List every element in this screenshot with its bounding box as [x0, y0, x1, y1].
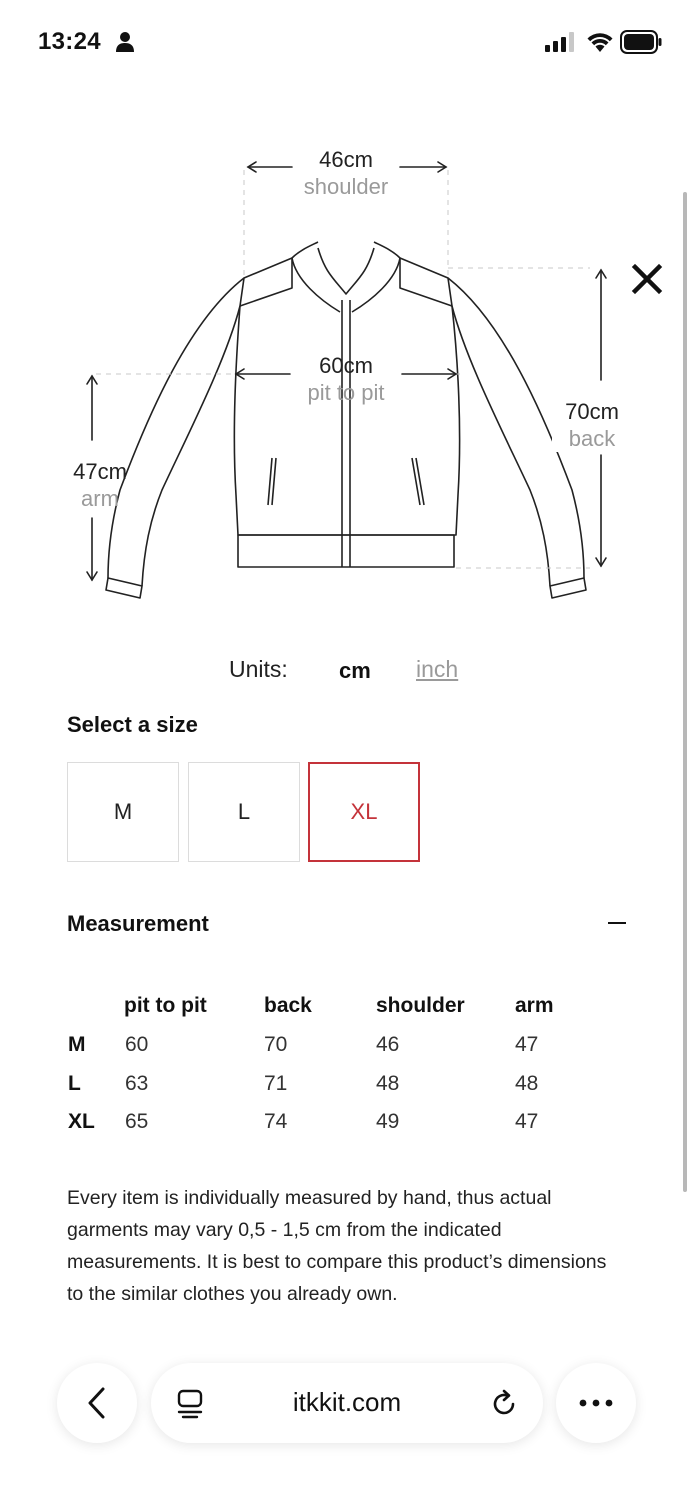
size-options: [67, 762, 427, 862]
shoulder-label: shoulder: [303, 174, 389, 199]
size-diagram: [0, 130, 693, 610]
cell-l-arm: 48: [515, 1072, 539, 1095]
cell-xl-pit-to-pit: 65: [125, 1110, 149, 1133]
cell-m-back: 70: [264, 1033, 288, 1056]
shoulder-value: 46cm: [319, 147, 373, 172]
column-header-arm: arm: [515, 994, 554, 1017]
measurement-disclaimer: Every item is individually measured by hand, thus actual garments may vary 0,5 - 1,5 cm from the indicated measurements. It is best to compare this product’s dimensions to the similar clothes you already own.: [67, 1187, 607, 1305]
column-header-back: back: [264, 994, 312, 1017]
back-icon: [85, 1386, 109, 1420]
column-header-shoulder: shoulder: [376, 994, 465, 1017]
units-label: Units:: [229, 656, 288, 682]
arm-dimension: [62, 458, 138, 512]
browser-toolbar: [0, 1340, 693, 1500]
cell-xl-shoulder: 49: [376, 1110, 400, 1133]
unit-option-inch[interactable]: inch: [416, 656, 459, 682]
pit-to-pit-value: 60cm: [319, 353, 373, 378]
back-label: back: [568, 426, 616, 451]
cell-l-shoulder: 48: [376, 1072, 400, 1095]
reload-icon[interactable]: [491, 1389, 519, 1419]
minus-icon[interactable]: [608, 922, 626, 924]
size-option-xl[interactable]: XL: [308, 762, 420, 862]
size-option-l[interactable]: L: [188, 762, 300, 862]
arm-value: 47cm: [73, 459, 127, 484]
cell-l-pit-to-pit: 63: [125, 1072, 149, 1095]
measurement-title: Measurement: [67, 911, 209, 936]
cell-xl-arm: 47: [515, 1110, 539, 1133]
cell-l-back: 71: [264, 1072, 288, 1095]
cell-m-shoulder: 46: [376, 1033, 400, 1056]
battery-icon: [620, 30, 662, 54]
cell-m-pit-to-pit: 60: [125, 1033, 149, 1056]
size-option-m[interactable]: M: [67, 762, 179, 862]
address-bar[interactable]: [151, 1363, 543, 1443]
url-text[interactable]: itkkit.com: [292, 1387, 402, 1417]
cell-xl-back: 74: [264, 1110, 288, 1133]
row-label-xl: XL: [68, 1110, 95, 1133]
signal-icon: [545, 32, 577, 52]
status-bar: [0, 0, 693, 80]
wifi-icon: [586, 30, 614, 52]
row-label-l: L: [68, 1072, 81, 1095]
person-icon: [116, 31, 134, 53]
select-size-title: Select a size: [67, 712, 198, 737]
row-label-m: M: [68, 1033, 86, 1056]
shoulder-dimension: [296, 146, 396, 200]
arm-label: arm: [81, 486, 119, 511]
status-time: 13:24: [38, 28, 101, 55]
pit-to-pit-label: pit to pit: [307, 380, 385, 405]
browser-more-button[interactable]: [556, 1363, 636, 1443]
back-value: 70cm: [565, 399, 619, 424]
units-selector: [0, 654, 693, 688]
more-icon: [579, 1399, 613, 1407]
cell-m-arm: 47: [515, 1033, 539, 1056]
column-header-pit-to-pit: pit to pit: [124, 994, 207, 1017]
unit-option-cm[interactable]: cm: [339, 658, 371, 683]
pit-to-pit-dimension: [294, 352, 398, 406]
browser-back-button[interactable]: [57, 1363, 137, 1443]
back-dimension: [552, 398, 632, 452]
